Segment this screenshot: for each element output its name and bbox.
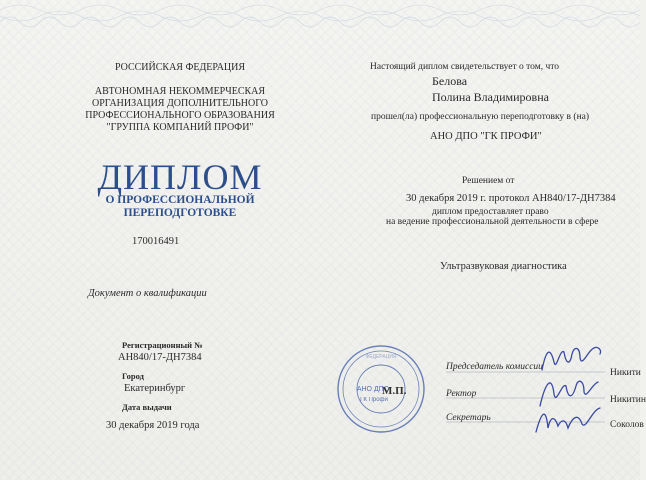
chairman-name: Никити: [610, 368, 641, 378]
secretary-label: Секретарь: [446, 413, 491, 423]
diploma-subtitle-line: О ПРОФЕССИОНАЛЬНОЙ: [105, 194, 255, 206]
diploma-subtitle: [60, 194, 300, 220]
organization-line: ПРОФЕССИОНАЛЬНОГО ОБРАЗОВАНИЯ: [85, 110, 275, 121]
graduate-surname: Белова: [432, 74, 468, 88]
official-seal: [336, 344, 426, 434]
diploma-subtitle-line: ПЕРЕПОДГОТОВКЕ: [123, 207, 237, 219]
chairman-label: Председатель комиссии: [446, 362, 543, 372]
secretary-signature: [530, 404, 610, 440]
city-label: Город: [122, 371, 144, 381]
registration-number: АН840/17-ДН7384: [118, 352, 202, 363]
certifies-text: Настоящий диплом свидетельствует о том, что: [370, 62, 560, 72]
graduate-name: Полина Владимировна: [432, 90, 549, 104]
issue-date-value: 30 декабря 2019 года: [106, 420, 200, 431]
diploma-title: ДИПЛОМ: [97, 157, 263, 197]
grants-right-line-1: диплом предоставляет право: [432, 207, 549, 217]
issue-date-label: Дата выдачи: [122, 402, 172, 412]
registration-label: Регистрационный №: [122, 340, 203, 350]
rector-label: Ректор: [446, 389, 477, 399]
organization-line: ОРГАНИЗАЦИЯ ДОПОЛНИТЕЛЬНОГО: [91, 98, 268, 109]
decision-label: Решением от: [462, 176, 515, 186]
seal-center-text: АНО ДПО: [356, 386, 390, 393]
seal-brand-text: ГК Профи: [360, 397, 388, 403]
rector-name: Никитин: [610, 395, 646, 405]
organization-line: "ГРУППА КОМПАНИЙ ПРОФИ": [106, 122, 254, 133]
institution-name: АНО ДПО "ГК ПРОФИ": [430, 131, 542, 142]
svg-text:ФЕДЕРАЦИЯ: ФЕДЕРАЦИЯ: [365, 354, 397, 360]
organization-line: АВТОНОМНАЯ НЕКОММЕРЧЕСКАЯ: [94, 86, 266, 97]
qualification-document-label: Документ о квалификации: [88, 288, 207, 299]
seal-mp-mark: М.П.: [382, 385, 407, 397]
specialization-field: Ультразвуковая диагностика: [440, 261, 567, 272]
secretary-name: Соколов: [610, 420, 644, 430]
decision-protocol: 30 декабря 2019 г. протокол АН840/17-ДН7384: [406, 193, 616, 204]
city-value: Екатеринбург: [124, 383, 186, 394]
organization-name: [60, 86, 300, 134]
grants-right-line-2: на ведение профессиональной деятельности в сфере: [386, 217, 599, 227]
country-name: РОССИЙСКАЯ ФЕДЕРАЦИЯ: [114, 62, 246, 73]
guilloche-pattern: [0, 0, 640, 34]
passed-retraining-text: прошел(ла) профессиональную переподготовку в (на): [371, 112, 590, 122]
diploma-number: 170016491: [132, 236, 180, 247]
